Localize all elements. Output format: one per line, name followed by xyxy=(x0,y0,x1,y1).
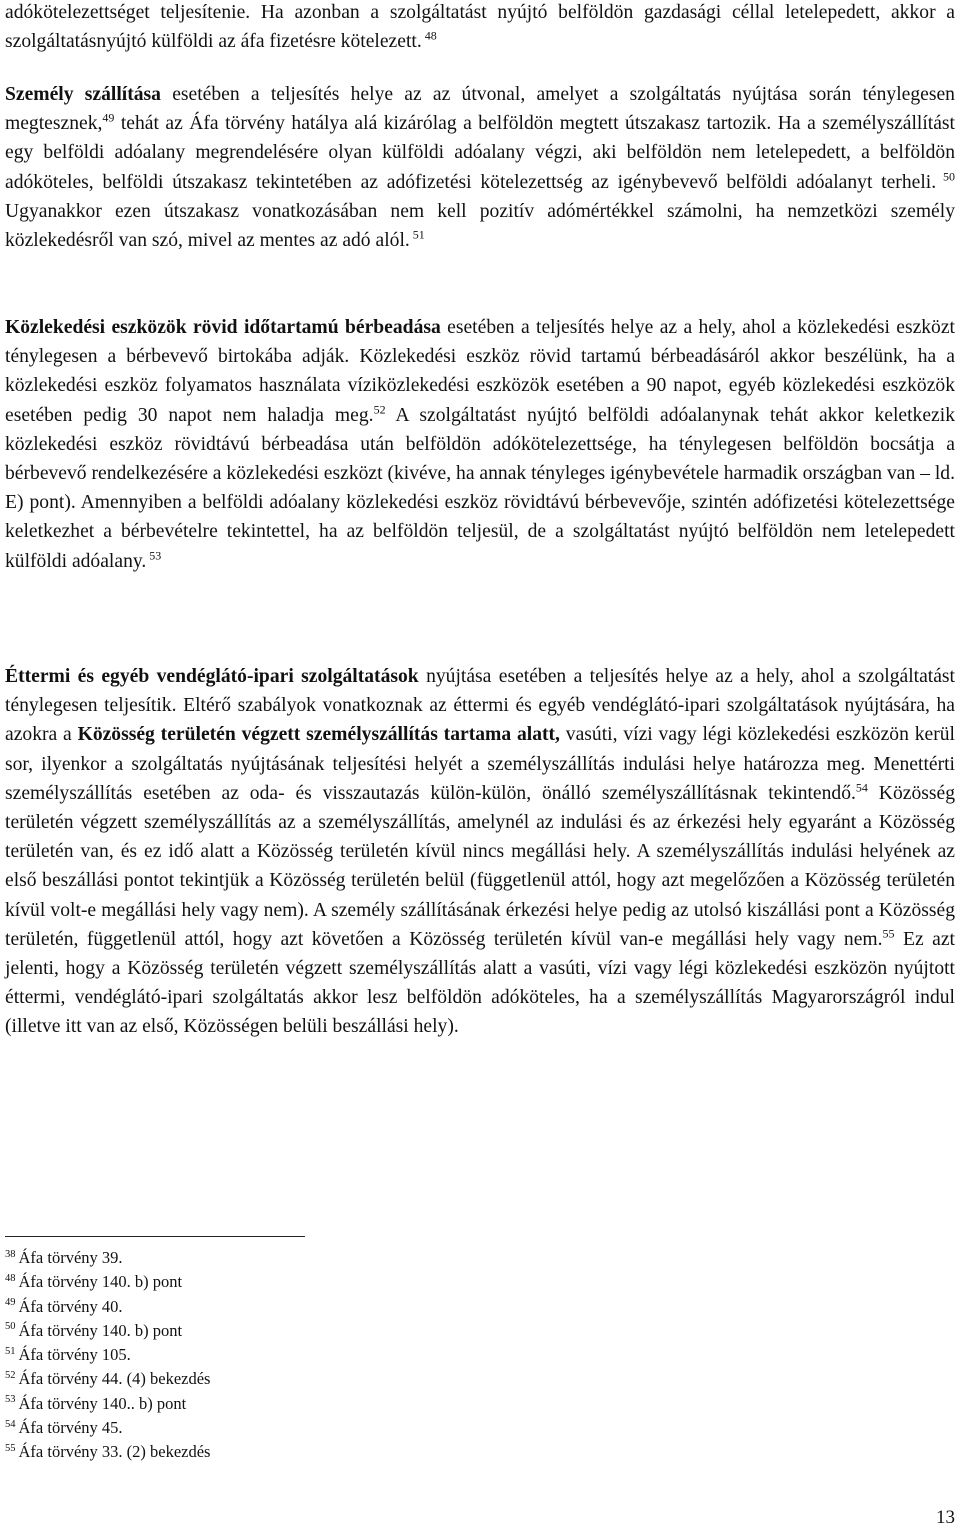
text-run: adókötelezettséget teljesítenie. Ha azonban a szolgáltatást nyújtó belföldön gazdasági céllal letelepedett, akkor a szolgáltatásnyújtó külföldi az áfa fizetésre kötelezett. xyxy=(5,2,955,53)
footnote xyxy=(5,1416,605,1440)
footnote-separator xyxy=(5,1236,305,1237)
text-run: nyújtása esetében a teljesítés helye az a hely, ahol a szolgáltatást ténylegesen teljesítik. Eltérő szabályok vonatkoznak az éttermi és egyéb vendéglátó-ipari szolgáltatások nyújtására, ha azokra a xyxy=(5,666,955,746)
footnote-number: 54 xyxy=(5,1418,16,1430)
footnote-list xyxy=(5,1246,605,1465)
text-run: Ez azt jelenti, hogy a Közösség területén végzett személyszállítás alatt a vasúti, vízi vagy légi közlekedési eszközön nyújtott éttermi, vendéglátó-ipari szolgáltatás akkor lesz belföldön adóköteles, ha a személyszállítás Magyarországról indul (illetve itt van az első, Közösségen belüli beszállási hely). xyxy=(5,928,955,1038)
text-run: Közösség területén végzett személyszállítás az a személyszállítás, amelynél az indulási és az érkezési hely egyaránt a Közösség területén van, és ez idő alatt a Közösség területén kívül nincs megállási hely. A személyszállítás indulási helyének az első beszállási pontot tekintjük a Közösség területén belül (függetlenül attól, hogy azt megelőzően a Közösség területén kívül volt-e megállási hely vagy nem). A személy szállításának érkezési helye pedig az utolsó kiszállási pont a Közösség területén, függetlenül attól, hogy azt követően a Közösség területén kívül van-e megállási hely vagy nem. xyxy=(5,782,955,950)
footnote xyxy=(5,1319,605,1343)
footnote-text: Áfa törvény 140. b) pont xyxy=(18,1272,183,1292)
bold-term: Közösség területén végzett személyszállítás tartama alatt, xyxy=(77,724,560,746)
footnote xyxy=(5,1270,605,1294)
text-run: esetében a teljesítés helye az az útvonal, amelyet a szolgáltatás nyújtása során ténylegesen megtesznek, xyxy=(5,84,955,135)
footnote xyxy=(5,1440,605,1464)
text-run: tehát az Áfa törvény hatálya alá kizárólag a belföldön megtett útszakasz tartozik. Ha a személyszállítást egy belföldi adóalany megrendelésére olyan külföldi adóalany végzi, aki belföldön nem letelepedett, a belföldön adóköteles, belföldi útszakasz tekintetében az adófizetési kötelezettség az igénybevevő belföldi adóalanyt terheli. xyxy=(5,113,955,193)
footnote-number: 51 xyxy=(5,1345,16,1357)
paragraph-ettermi-szolgaltatasok xyxy=(5,662,955,1042)
footnote xyxy=(5,1343,605,1367)
footnote xyxy=(5,1246,605,1270)
footnote-reference: 55 xyxy=(882,926,895,941)
footnote-reference: 51 xyxy=(409,227,425,242)
page-number: 13 xyxy=(936,1507,955,1528)
footnote-text: Áfa törvény 45. xyxy=(18,1418,123,1438)
footnote-reference: 49 xyxy=(102,110,115,125)
footnote xyxy=(5,1295,605,1319)
paragraph-intro xyxy=(5,0,955,56)
footnote-number: 38 xyxy=(5,1248,16,1260)
footnote-number: 52 xyxy=(5,1369,16,1381)
footnote-text: Áfa törvény 140.. b) pont xyxy=(18,1393,187,1413)
footnote-number: 55 xyxy=(5,1442,16,1454)
footnote xyxy=(5,1392,605,1416)
footnote-text: Áfa törvény 44. (4) bekezdés xyxy=(18,1369,211,1389)
footnote-text: Áfa törvény 39. xyxy=(18,1248,123,1267)
bold-term: Személy szállítása xyxy=(5,84,161,105)
footnote xyxy=(5,1367,605,1391)
footnote-reference: 53 xyxy=(146,548,162,563)
footnote-reference: 54 xyxy=(855,780,868,795)
text-run: A szolgáltatást nyújtó belföldi adóalanynak tehát akkor keletkezik közlekedési eszköz rövidtávú bérbeadása után belföldön adókötelezettsége, ha ténylegesen belföldön bocsátja a bérbevevő rendelkezésére a közlekedési eszközt (kivéve, ha annak tényleges igénybevétele harmadik országban van – ld. E) pont). Amennyiben a belföldi adóalany közlekedési eszköz rövidtávú bérbevevője, szintén adófizetési kötelezettsége keletkezhet a bérbevételre tekintettel, ha az belföldön teljesül, de a szolgáltatást nyújtó belföldön nem letelepedett külföldi adóalany. xyxy=(5,404,955,572)
text-run: vasúti, vízi vagy légi közlekedési eszközön kerül sor, ilyenkor a szolgáltatás nyújtásának teljesítési helyét a személyszállítás indulási helye határozza meg. Menettérti személyszállítás esetében az oda- és visszautazás külön-külön, önálló személyszállításnak tekintendő. xyxy=(5,724,955,804)
footnote-number: 48 xyxy=(5,1272,16,1284)
bold-term: Éttermi és egyéb vendéglátó-ipari szolgáltatások xyxy=(5,666,419,687)
paragraph-szemelyszallitas xyxy=(5,80,955,255)
text-run: esetében a teljesítés helye az a hely, ahol a közlekedési eszközt ténylegesen a bérbevevő birtokába adják. Közlekedési eszköz rövid tartamú bérbeadásáról akkor beszélünk, ha a közlekedési eszköz folyamatos használata víziközlekedési eszközök esetében a 90 napot, egyéb közlekedési eszközök esetében pedig 30 napot nem haladja meg. xyxy=(5,317,955,426)
footnote-text: Áfa törvény 33. (2) bekezdés xyxy=(18,1442,211,1462)
footnote-number: 53 xyxy=(5,1394,16,1406)
text-run: Ugyanakkor ezen útszakasz vonatkozásában nem kell pozitív adómértékkel számolni, ha nemzetközi személy közlekedésről van szó, mivel az mentes az adó alól. xyxy=(5,200,955,252)
footnote-reference: 48 xyxy=(421,28,437,43)
footnote-text: Áfa törvény 105. xyxy=(18,1345,131,1365)
bold-term: Közlekedési eszközök rövid időtartamú bérbeadása xyxy=(5,317,441,338)
footnote-text: Áfa törvény 140. b) pont xyxy=(18,1320,183,1340)
paragraph-kozlekedesi-eszkozok xyxy=(5,313,955,576)
footnote-reference: 52 xyxy=(373,402,386,417)
footnote-number: 49 xyxy=(5,1297,16,1309)
footnote-number: 50 xyxy=(5,1321,16,1333)
footnote-text: Áfa törvény 40. xyxy=(18,1296,123,1316)
footnote-reference: 50 xyxy=(936,169,955,184)
